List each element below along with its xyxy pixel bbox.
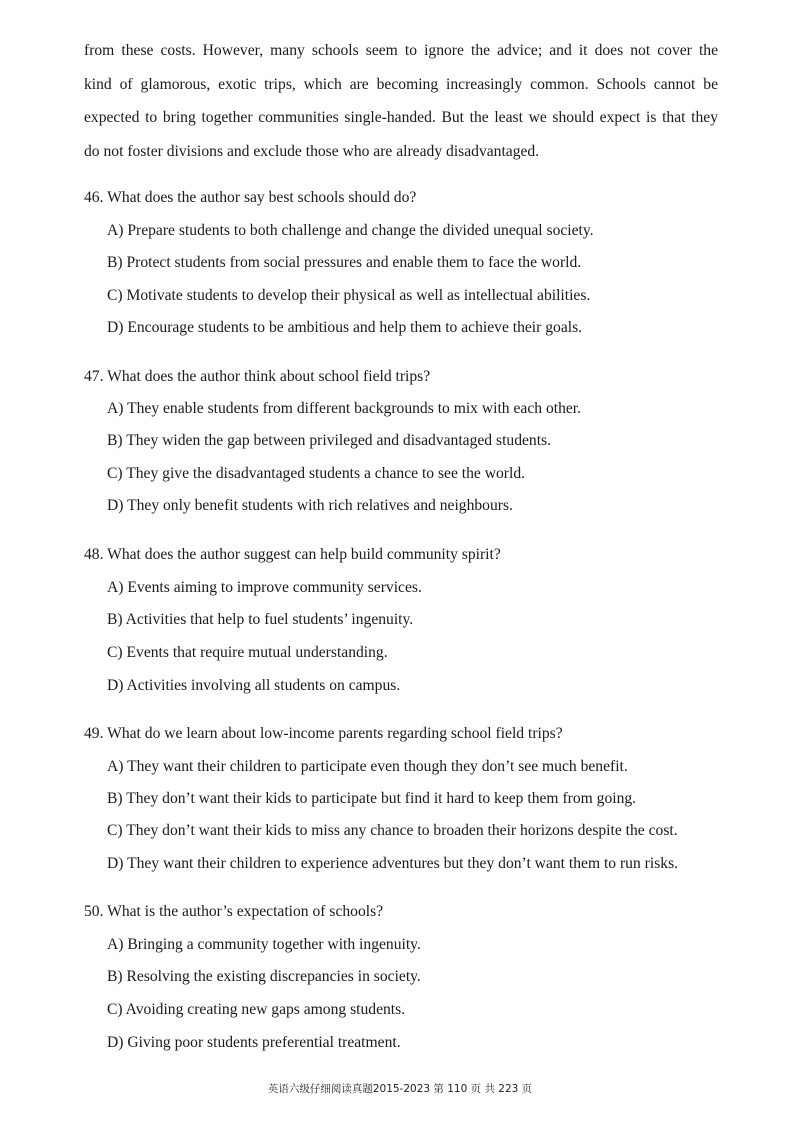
question-stem: 49. What do we learn about low-income parents regarding school field trips?	[84, 725, 563, 742]
option-b: B) Protect students from social pressures and enable them to face the world.	[107, 254, 582, 271]
option-a: A) Events aiming to improve community services.	[107, 579, 422, 596]
option-d: D) They want their children to experience adventures but they don’t want them to run risks.	[107, 855, 679, 872]
option-a: A) Prepare students to both challenge and change the divided unequal society.	[107, 222, 594, 239]
option-b: B) Activities that help to fuel students’ ingenuity.	[107, 611, 414, 628]
option-a: A) Bringing a community together with ingenuity.	[107, 936, 421, 953]
option-d: D) Giving poor students preferential treatment.	[107, 1034, 401, 1051]
passage-line: expected to bring together communities single-handed. But the least we should expect is that they	[84, 109, 718, 127]
option-c: C) They give the disadvantaged students a chance to see the world.	[107, 465, 526, 482]
option-d: D) They only benefit students with rich relatives and neighbours.	[107, 497, 513, 514]
option-b: B) They widen the gap between privileged and disadvantaged students.	[107, 432, 552, 449]
option-c: C) Motivate students to develop their physical as well as intellectual abilities.	[107, 287, 591, 304]
question-46	[84, 188, 734, 336]
option-c: C) Events that require mutual understanding.	[107, 644, 388, 661]
option-c: C) Avoiding creating new gaps among students.	[107, 1001, 406, 1018]
option-d: D) Encourage students to be ambitious and help them to achieve their goals.	[107, 319, 583, 336]
question-50	[84, 902, 734, 1051]
passage-text	[84, 34, 718, 168]
option-b: B) Resolving the existing discrepancies in society.	[107, 968, 421, 985]
passage-line: do not foster divisions and exclude those who are already disadvantaged.	[84, 142, 540, 160]
question-48	[84, 545, 734, 694]
option-b: B) They don’t want their kids to participate but find it hard to keep them from going.	[107, 790, 637, 807]
question-stem: 50. What is the author’s expectation of schools?	[84, 903, 384, 920]
page-footer: 英语六级仔细阅读真题2015-2023 第 110 页 共 223 页	[267, 1083, 533, 1095]
passage-line: from these costs. However, many schools seem to ignore the advice; and it does not cover the	[84, 42, 718, 59]
question-stem: 48. What does the author suggest can help build community spirit?	[84, 546, 501, 563]
option-c: C) They don’t want their kids to miss any chance to broaden their horizons despite the cost.	[107, 822, 678, 839]
question-stem: 47. What does the author think about school field trips?	[84, 368, 431, 385]
option-a: A) They want their children to participate even though they don’t see much benefit.	[107, 758, 628, 775]
option-d: D) Activities involving all students on campus.	[107, 677, 401, 694]
passage-line: kind of glamorous, exotic trips, which are becoming increasingly common. Schools cannot be	[84, 75, 718, 93]
question-49	[84, 724, 734, 872]
option-a: A) They enable students from different backgrounds to mix with each other.	[107, 400, 582, 417]
question-47	[84, 367, 734, 514]
question-stem: 46. What does the author say best schools should do?	[84, 189, 417, 206]
